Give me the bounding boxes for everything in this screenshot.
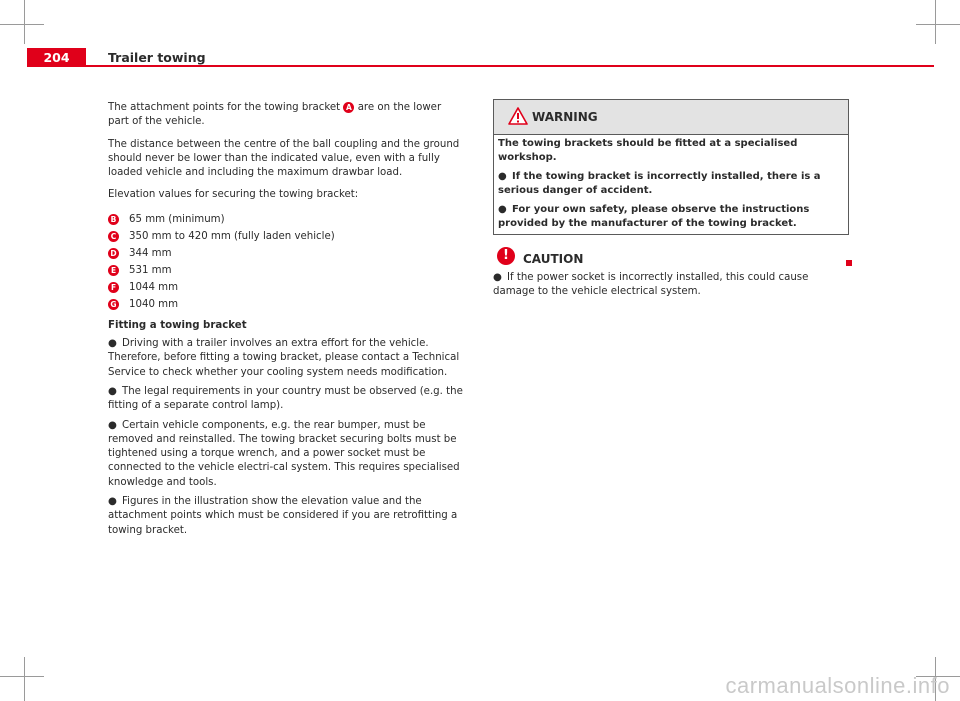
intro-text-cont: are on the lower part of the vehicle.: [108, 102, 442, 128]
elevation-value: 531 mm: [129, 264, 172, 276]
warning-intro: The towing brackets should be fitted at a specialised workshop.: [498, 138, 798, 163]
bullet-item: [108, 495, 464, 538]
elevation-item: [108, 228, 464, 245]
warning-body: [494, 135, 848, 234]
elevation-intro: Elevation values for securing the towing bracket:: [108, 189, 359, 201]
right-column: [493, 99, 849, 308]
elevation-value: 344 mm: [129, 247, 172, 259]
intro-text: The attachment points for the towing bracket: [108, 102, 341, 113]
warning-bullet-text: For your own safety, please observe the instructions provided by the manufacturer of the towing bracket.: [498, 204, 810, 229]
crop-mark: [24, 657, 25, 701]
warning-title: WARNING: [532, 110, 598, 124]
elevation-value: 350 mm to 420 mm (fully laden vehicle): [129, 230, 335, 242]
reference-badge: F: [108, 282, 119, 293]
elevation-value: 1040 mm: [129, 298, 179, 310]
reference-badge-a: A: [343, 102, 354, 113]
crop-mark: [0, 24, 44, 25]
intro-paragraph: [108, 101, 464, 130]
caution-bullet: [493, 271, 849, 300]
warning-bullet: [498, 203, 842, 231]
crop-mark: [24, 0, 25, 44]
reference-badge: C: [108, 231, 119, 242]
bullet-text: Driving with a trailer involves an extra effort for the vehicle. Therefore, before fitting a towing bracket, please contact a Technical Service to check whether your cooling system needs modification.: [108, 338, 460, 378]
distance-paragraph: The distance between the centre of the ball coupling and the ground should never be lower than the indicated value, even with a fully loaded vehicle and including the maximum drawbar load.: [108, 138, 460, 179]
bullet-icon: ●: [493, 272, 502, 283]
caution-exclamation-icon: !: [497, 247, 515, 265]
warning-bullet: [498, 170, 842, 198]
section-end-marker: [846, 260, 852, 266]
left-column: [108, 101, 464, 543]
caution-bullet-text: If the power socket is incorrectly installed, this could cause damage to the vehicle electrical system.: [493, 272, 809, 298]
page-title: Trailer towing: [108, 50, 206, 65]
warning-header: [494, 100, 848, 135]
bullet-icon: ●: [108, 338, 117, 350]
bullet-item: [108, 385, 464, 414]
page-number: 204: [43, 50, 70, 65]
crop-mark: [916, 24, 960, 25]
caution-header: [493, 247, 849, 271]
section-subheading: Fitting a towing bracket: [108, 319, 247, 331]
bullet-icon: ●: [108, 385, 117, 397]
elevation-item: [108, 262, 464, 279]
elevation-item: [108, 279, 464, 296]
elevation-value: 1044 mm: [129, 281, 179, 293]
bullet-item: [108, 419, 464, 490]
elevation-value: 65 mm (minimum): [129, 213, 225, 225]
elevation-list: [108, 211, 464, 313]
elevation-item: [108, 211, 464, 228]
header-rule: [86, 65, 934, 67]
reference-badge: E: [108, 265, 119, 276]
warning-bullet-text: If the towing bracket is incorrectly installed, there is a serious danger of accident.: [498, 171, 821, 196]
reference-badge: G: [108, 299, 119, 310]
warning-triangle-icon: [508, 107, 528, 125]
bullet-text: Figures in the illustration show the elevation value and the attachment points which must be considered if you are retrofitting a towing bracket.: [108, 496, 458, 536]
reference-badge: D: [108, 248, 119, 259]
elevation-item: [108, 245, 464, 262]
watermark: carmanualsonline.info: [725, 673, 950, 698]
crop-mark: [0, 676, 44, 677]
bullet-text: The legal requirements in your country must be observed (e.g. the fitting of a separate control lamp).: [108, 385, 463, 412]
bullet-item: [108, 337, 464, 380]
bullet-text: Certain vehicle components, e.g. the rear bumper, must be removed and reinstalled. The towing bracket securing bolts must be tightened using a torque wrench, and a power socket must be connected to the vehicle electri-cal system. This requires specialised knowledge and tools.: [108, 419, 460, 488]
crop-mark: [935, 0, 936, 44]
bullet-icon: ●: [108, 496, 117, 508]
elevation-item: [108, 296, 464, 313]
reference-badge: B: [108, 214, 119, 225]
caution-title: CAUTION: [523, 252, 584, 266]
bullet-icon: ●: [498, 171, 507, 182]
bullet-icon: ●: [108, 419, 117, 431]
warning-box: [493, 99, 849, 235]
bullet-icon: ●: [498, 204, 507, 215]
